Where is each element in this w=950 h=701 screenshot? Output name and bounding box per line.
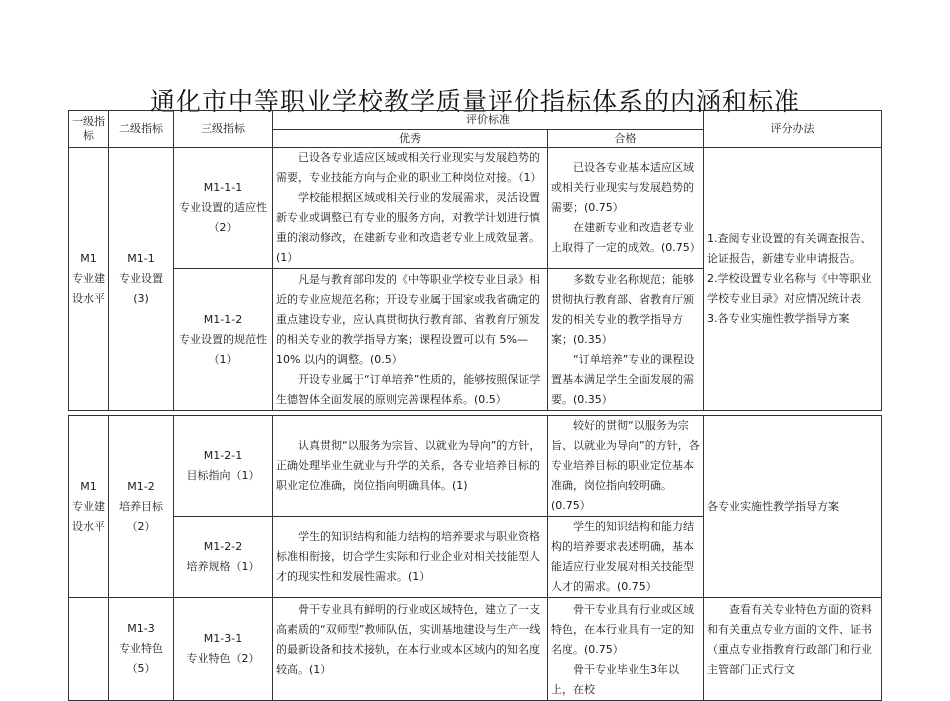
header-pass: 合格: [548, 130, 704, 148]
excellent-cell: [273, 148, 548, 269]
excellent-text: 已设各专业适应区域或相关行业现实与发展趋势的需要，专业技能方向与企业的职业工种岗位对接。（1）: [276, 151, 542, 184]
excellent-text: 学校能根据区域或相关行业的发展需求，灵活设置新专业或调整已有专业的服务方向，对教学计划进行慎重的滚动修改，在建新专业和改造老专业上成效显著。(1）: [276, 191, 540, 264]
scoring-item: 2.学校设置专业名称与《中等职业学校专业目录》对应情况统计表: [707, 272, 872, 305]
level1-cell-empty: [69, 598, 109, 701]
level3-text: 专业特色（2）: [186, 652, 260, 665]
header-excellent: 优秀: [273, 130, 548, 148]
level3-code: M1-3-1: [203, 632, 243, 645]
pass-text: 骨干专业具有行业或区域特色，在本行业具有一定的知名度。(0.75）: [551, 603, 694, 656]
pass-text: 已设各专业基本适应区域或相关行业现实与发展趋势的需要；(0.75）: [551, 161, 694, 214]
excellent-text: 骨干专业具有鲜明的行业或区域特色，建立了一支高素质的“双师型”教师队伍，实训基地建设与生产一线的最新设备和技术接轨，在本行业或本区域内的知名度较高。(1）: [276, 603, 541, 676]
pass-text: 骨干专业毕业生3年以上，在校: [551, 663, 679, 696]
level2-cell: [109, 148, 174, 411]
excellent-cell: [273, 598, 548, 701]
pass-text: 在建新专业和改造老专业上取得了一定的成效。(0.75）: [551, 221, 701, 254]
level3-text: 培养规格（1）: [186, 560, 260, 573]
excellent-text: 凡是与教育部印发的《中等职业学校专业目录》相近的专业应规范名称；开设专业属于国家或我省确定的重点建设专业，应认真贯彻执行教育部、省教育厅颁发的相关专业的教学指导方案；课程设置可以有 5%— 10% 以内的调整。(0.5）: [276, 272, 540, 366]
table-row: [69, 416, 882, 517]
pass-cell: [548, 517, 704, 598]
pass-text: 较好的贯彻“以服务为宗旨、以就业为导向”的方针，各专业培养目标的职业定位基本准确，岗位指向较明确。(0.75）: [551, 419, 700, 512]
scoring-item: 1.查阅专业设置的有关调查报告、论证报告，新建专业申请报告。: [707, 232, 872, 265]
level3-code: M1-1-1: [203, 181, 243, 194]
pass-cell: [548, 148, 704, 269]
excellent-cell: [273, 517, 548, 598]
level3-cell: [174, 416, 273, 517]
level2-code: M1-2: [127, 479, 155, 493]
level3-code: M1-2-1: [203, 449, 243, 462]
excellent-text: 认真贯彻“以服务为宗旨、以就业为导向”的方针，正确处理毕业生就业与升学的关系，各专业培养目标的职业定位准确，岗位指向明确具体。(1): [276, 439, 541, 492]
excellent-cell: [273, 416, 548, 517]
header-scoring: 评分办法: [704, 111, 882, 148]
level2-text: 专业设置(3): [119, 272, 163, 305]
pass-cell: [548, 416, 704, 517]
pass-cell: [548, 269, 704, 411]
level2-text: 专业特色（5）: [119, 642, 163, 675]
level1-cell: [69, 416, 109, 598]
level2-cell: [109, 416, 174, 598]
level3-cell: [174, 269, 273, 411]
level2-text: 培养目标（2）: [119, 499, 163, 533]
evaluation-table-2: [68, 415, 882, 701]
level1-text: 专业建设水平: [72, 272, 105, 305]
level3-code: M1-2-2: [203, 540, 243, 553]
header-level1: 一级指标: [69, 111, 109, 148]
header-level3: 三级指标: [174, 111, 273, 148]
scoring-item: 查看有关专业特色方面的资料和有关重点专业方面的文件、证书（重点专业指教育行政部门和行业主管部门正式行文: [707, 603, 872, 676]
pass-text: “订单培养”专业的课程设置基本满足学生全面发展的需要。(0.35）: [551, 352, 695, 406]
level3-text: 专业设置的规范性（1）: [179, 332, 267, 366]
pass-text: 学生的知识结构和能力结构的培养要求表述明确，基本能适应行业发展对相关技能型人才的需求。(0.75）: [551, 520, 694, 593]
level2-code: M1-3: [127, 622, 155, 635]
pass-cell: [548, 598, 704, 701]
level3-cell: [174, 517, 273, 598]
level3-code: M1-1-2: [203, 312, 243, 326]
page-title: 通化市中等职业学校教学质量评价指标体系的内涵和标准: [149, 87, 800, 116]
level1-text: 专业建设水平: [72, 499, 105, 533]
level2-code: M1-1: [127, 252, 155, 265]
excellent-text: 开设专业属于“订单培养”性质的，能够按照保证学生德智体全面发展的原则完善课程体系。(0.5）: [276, 372, 541, 406]
scoring-item: 3.各专业实施性教学指导方案: [707, 312, 850, 325]
table-row: [69, 148, 882, 269]
header-level2: 二级指标: [109, 111, 174, 148]
excellent-cell: [273, 269, 548, 411]
level3-cell: [174, 598, 273, 701]
level3-text: 专业设置的适应性（2）: [179, 201, 267, 234]
level1-code: M1: [80, 479, 97, 493]
scoring-cell: [704, 148, 882, 411]
level1-cell: [69, 148, 109, 411]
scoring-cell: [704, 416, 882, 598]
header-standard: 评价标准: [273, 111, 704, 130]
excellent-text: 学生的知识结构和能力结构的培养要求与职业资格标准相衔接，切合学生实际和行业企业对相关技能型人才的现实性和发展性需求。(1）: [276, 530, 540, 583]
evaluation-table-1: [68, 110, 882, 411]
pass-text: 多数专业名称规范；能够贯彻执行教育部、省教育厅颁发的相关专业的教学指导方案；(0.35）: [551, 272, 694, 346]
header-row-1: [69, 111, 882, 130]
level3-text: 目标指向（1）: [186, 469, 260, 482]
scoring-cell: [704, 598, 882, 701]
scoring-item: 各专业实施性教学指导方案: [707, 499, 839, 513]
level1-code: M1: [80, 252, 97, 265]
table-row: [69, 598, 882, 701]
level2-cell: [109, 598, 174, 701]
level3-cell: [174, 148, 273, 269]
